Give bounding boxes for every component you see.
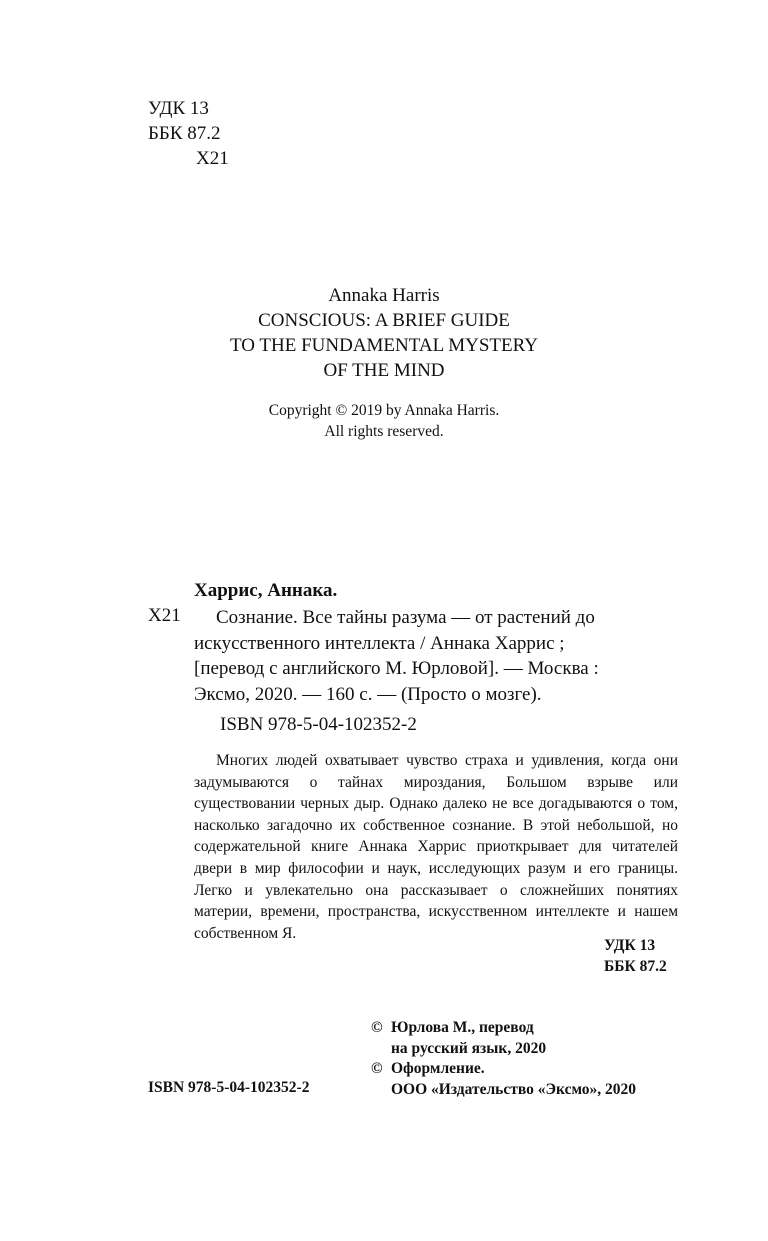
original-title-line-3: OF THE MIND: [323, 360, 445, 381]
copyright-block: [0, 400, 768, 442]
rights-reserved-line: All rights reserved.: [324, 423, 444, 440]
original-author: Annaka Harris: [328, 285, 440, 306]
description-line-2: искусственного интеллекта / Аннака Харрис ;: [194, 632, 565, 654]
catalog-cipher: Х21: [148, 605, 181, 626]
footer-codes: [604, 935, 667, 977]
original-edition-block: [0, 283, 768, 383]
copyright-symbol: ©: [371, 1019, 383, 1036]
description-line-3: [перевод с английского М. Юрловой]. — Москва :: [194, 658, 599, 679]
footer-udk: УДК 13: [604, 937, 656, 954]
catalog-isbn: ISBN 978-5-04-102352-2: [220, 714, 417, 735]
copyright-line: Copyright © 2019 by Annaka Harris.: [268, 402, 500, 419]
copyright-symbol: ©: [371, 1060, 383, 1077]
description-line-4: Эксмо, 2020. — 160 с. — (Просто о мозге).: [194, 683, 542, 705]
design-line-1: Оформление.: [391, 1060, 485, 1077]
abstract-text: Многих людей охватывает чувство страха и удивления, когда они задумываются о тайнах мироздания, Большом взрыве или существовании черных дыр. Однако далеко не все догадываются о том, насколько загадочно их собственное сознание. В этой небольшой, но содержательной книге Аннака Харрис приоткрывает для читателей двери в мир философии и наук, исследующих разум и его границы. Легко и увлекательно она рассказывает о сложнейших понятиях материи, времени, пространства, искусственном интеллекте и нашем собственном Я.: [194, 752, 678, 942]
catalog-description: [194, 605, 678, 707]
design-line-2: ООО «Издательство «Эксмо», 2020: [391, 1080, 637, 1098]
catalog-heading: Харрис, Аннака.: [194, 580, 338, 601]
translation-line-2: на русский язык, 2020: [391, 1039, 547, 1057]
translation-line-1: Юрлова М., перевод: [391, 1019, 534, 1036]
udk-code: УДК 13: [148, 98, 209, 119]
classification-block: [148, 96, 229, 171]
abstract: [194, 750, 678, 944]
original-title-line-2: TO THE FUNDAMENTAL MYSTERY: [230, 335, 538, 356]
original-title-line-1: CONSCIOUS: A BRIEF GUIDE: [258, 310, 510, 331]
description-line-1: Сознание. Все тайны разума — от растений до: [216, 607, 595, 628]
bbk-code: ББК 87.2: [148, 123, 221, 144]
footer-bbk: ББК 87.2: [604, 958, 667, 975]
footer-isbn: ISBN 978-5-04-102352-2: [148, 1079, 310, 1096]
author-sign: Х21: [196, 148, 229, 169]
rights-block: [371, 1018, 636, 1100]
